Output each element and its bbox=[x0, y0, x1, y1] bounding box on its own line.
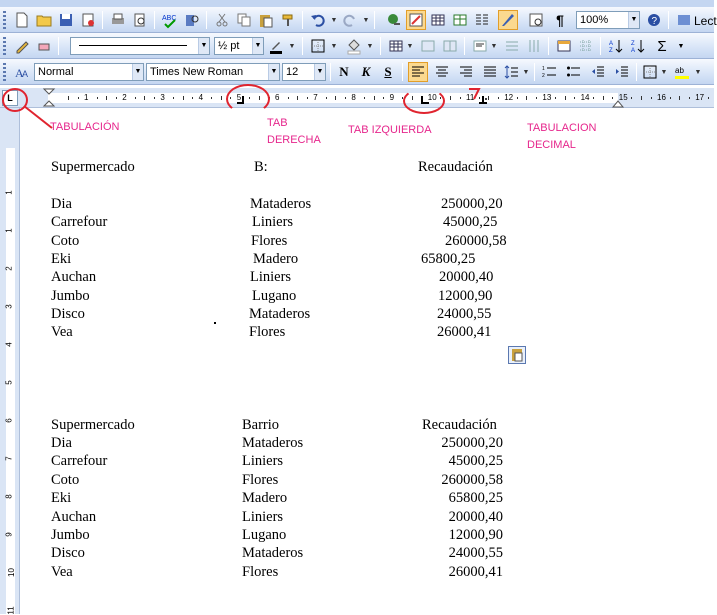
permission-button[interactable] bbox=[78, 10, 98, 30]
ruler-tick bbox=[173, 97, 174, 99]
zoom-combo[interactable] bbox=[576, 11, 640, 29]
annotation-tabulacion: TABULACIÓN bbox=[50, 121, 120, 133]
toolbar-grip[interactable] bbox=[3, 63, 6, 81]
autosum-button[interactable] bbox=[652, 36, 672, 56]
paint-bucket-icon bbox=[346, 38, 362, 54]
split-cells-button[interactable] bbox=[440, 36, 460, 56]
excel-sheet-icon bbox=[452, 12, 468, 28]
ruler-tick bbox=[288, 97, 289, 99]
ruler-tick bbox=[192, 97, 193, 99]
cell-supermercado: Carrefour bbox=[51, 453, 108, 470]
ruler-tick bbox=[526, 96, 527, 100]
highlight-dropdown[interactable]: ▼ bbox=[694, 68, 702, 76]
ruler-tick bbox=[78, 97, 79, 99]
copy-button[interactable] bbox=[234, 10, 254, 30]
cut-button[interactable] bbox=[212, 10, 232, 30]
border-grid-icon bbox=[642, 64, 658, 80]
ruler-number: 13 bbox=[542, 93, 552, 102]
vertical-ruler[interactable] bbox=[0, 108, 20, 614]
align-right-button[interactable] bbox=[456, 62, 476, 82]
style-combo[interactable] bbox=[34, 63, 144, 81]
undo-dropdown[interactable]: ▼ bbox=[330, 16, 338, 24]
vertical-ruler-number: 4 bbox=[4, 342, 14, 347]
spelling-button[interactable] bbox=[160, 10, 180, 30]
draw-table-button[interactable] bbox=[12, 36, 32, 56]
svg-text:A: A bbox=[15, 66, 24, 80]
new-document-button[interactable] bbox=[12, 10, 32, 30]
header-barrio: Barrio bbox=[242, 417, 280, 433]
merge-cells-button[interactable] bbox=[418, 36, 438, 56]
show-gridlines-button[interactable] bbox=[576, 36, 596, 56]
research-icon bbox=[184, 12, 200, 28]
distribute-rows-icon bbox=[504, 38, 520, 54]
show-hide-button[interactable] bbox=[550, 10, 570, 30]
cell-supermercado: Jumbo bbox=[51, 287, 90, 304]
toolbar-options-button[interactable] bbox=[676, 36, 686, 56]
font-size-value: 12 bbox=[286, 66, 299, 78]
cell-supermercado: Jumbo bbox=[51, 527, 90, 543]
undo-button[interactable] bbox=[308, 10, 328, 30]
help-icon bbox=[646, 12, 662, 28]
columns-icon bbox=[474, 12, 490, 28]
insert-excel-button[interactable] bbox=[450, 10, 470, 30]
ruler-number: 10 bbox=[427, 93, 437, 102]
svg-text:ABC: ABC bbox=[162, 15, 177, 22]
svg-text:1: 1 bbox=[542, 66, 545, 72]
border-color-dropdown[interactable]: ▼ bbox=[288, 42, 296, 50]
chevron-down-icon[interactable]: ▼ bbox=[252, 38, 263, 54]
document-page[interactable] bbox=[21, 109, 714, 614]
ruler-number: 6 bbox=[275, 93, 280, 102]
highlight-mark-decimal-tab bbox=[466, 86, 490, 102]
cell-supermercado: Vea bbox=[51, 563, 73, 580]
header-supermercado: Supermercado bbox=[51, 159, 135, 175]
ruler-tick bbox=[651, 97, 652, 99]
ruler-tick bbox=[593, 97, 594, 99]
ruler-tick bbox=[326, 97, 327, 99]
decrease-indent-button[interactable] bbox=[588, 62, 608, 82]
pencil-icon bbox=[14, 38, 30, 54]
vertical-ruler-number: 3 bbox=[4, 304, 14, 309]
cell-barrio: Liniers bbox=[242, 453, 284, 470]
font-combo[interactable] bbox=[146, 63, 280, 81]
align-cell-dropdown[interactable]: ▼ bbox=[490, 42, 498, 50]
vertical-ruler-number: 2 bbox=[4, 266, 14, 271]
numbering-button[interactable] bbox=[540, 62, 560, 82]
toolbar-grip[interactable] bbox=[3, 11, 6, 29]
border-color-button[interactable] bbox=[266, 36, 286, 56]
ruler-tick bbox=[641, 96, 642, 100]
bullets-button[interactable] bbox=[564, 62, 584, 82]
line-spacing-button[interactable] bbox=[502, 62, 522, 82]
border-grid-icon bbox=[310, 38, 326, 54]
cell-barrio: Mataderos bbox=[250, 196, 312, 212]
open-button[interactable] bbox=[34, 10, 54, 30]
chevron-down-icon[interactable]: ▼ bbox=[132, 64, 143, 80]
ruler-tick bbox=[345, 97, 346, 99]
ruler-number: 11 bbox=[466, 93, 475, 102]
cell-barrio: Flores bbox=[242, 563, 279, 580]
numbering-icon bbox=[542, 64, 558, 80]
scissors-icon bbox=[214, 12, 230, 28]
redo-dropdown[interactable]: ▼ bbox=[362, 16, 370, 24]
shading-color-button[interactable] bbox=[344, 36, 364, 56]
gridlines-icon bbox=[578, 38, 594, 54]
align-cell-icon bbox=[472, 38, 488, 54]
vertical-ruler-number: 9 bbox=[4, 532, 14, 537]
cell-supermercado: Coto bbox=[51, 471, 80, 488]
ruler-number: 2 bbox=[122, 93, 127, 102]
ruler-number: 15 bbox=[618, 93, 628, 102]
eraser-icon bbox=[36, 38, 52, 54]
cell-barrio: Lugano bbox=[242, 527, 287, 543]
cell-barrio: Liniers bbox=[242, 508, 284, 525]
table-autoformat-button[interactable] bbox=[554, 36, 574, 56]
ruler-tick bbox=[374, 96, 375, 100]
table-icon bbox=[430, 12, 446, 28]
chevron-down-icon[interactable]: ▼ bbox=[314, 64, 325, 80]
ruler-number: 1 bbox=[84, 93, 89, 102]
cell-supermercado: Eki bbox=[51, 250, 72, 267]
ruler-number: 16 bbox=[657, 93, 666, 102]
annotation-tab-derecha-1: TAB bbox=[267, 117, 288, 129]
align-right-icon bbox=[458, 64, 474, 80]
columns-button[interactable] bbox=[472, 10, 492, 30]
cell-barrio: Mataderos bbox=[249, 305, 311, 322]
ruler-tick bbox=[144, 96, 145, 100]
cell-recaudacion: 20000,40 bbox=[439, 269, 494, 286]
borders-dropdown[interactable]: ▼ bbox=[660, 68, 668, 76]
ruler-tick bbox=[364, 97, 365, 99]
cell-recaudacion: 260000,58 bbox=[441, 471, 503, 488]
ruler-tick bbox=[211, 97, 212, 99]
floppy-icon bbox=[58, 12, 74, 28]
ruler-tick bbox=[574, 97, 575, 99]
ruler-tick bbox=[631, 97, 632, 99]
cell-supermercado: Vea bbox=[51, 324, 73, 341]
justify-icon bbox=[482, 64, 498, 80]
ruler-tick bbox=[106, 96, 107, 100]
stray-dot bbox=[214, 322, 216, 324]
research-button[interactable] bbox=[182, 10, 202, 30]
hyperlink-button[interactable] bbox=[384, 10, 404, 30]
svg-text:A: A bbox=[631, 48, 636, 54]
highlighter-icon bbox=[674, 64, 690, 80]
ruler-tick bbox=[297, 96, 298, 100]
annotation-tab-izquierda: TAB IZQUIERDA bbox=[348, 124, 432, 136]
vertical-ruler-number: 5 bbox=[4, 380, 14, 385]
increase-indent-button[interactable] bbox=[612, 62, 632, 82]
clipboard-icon bbox=[258, 12, 274, 28]
cell-supermercado: Coto bbox=[51, 232, 80, 249]
cell-recaudacion: 250000,20 bbox=[441, 435, 503, 451]
ruler-tick bbox=[135, 97, 136, 99]
ruler-number: 8 bbox=[351, 93, 356, 102]
svg-text:Z: Z bbox=[609, 48, 613, 54]
vertical-ruler-number: 1 bbox=[4, 228, 14, 233]
title-strip bbox=[0, 0, 714, 7]
ruler-tick bbox=[154, 97, 155, 99]
cell-recaudacion: 65800,25 bbox=[421, 250, 476, 267]
cell-supermercado: Dia bbox=[51, 196, 72, 212]
ruler-tick bbox=[307, 97, 308, 99]
cell-barrio: Liniers bbox=[252, 214, 294, 231]
format-painter-button[interactable] bbox=[278, 10, 298, 30]
save-button[interactable] bbox=[56, 10, 76, 30]
paste-options-button[interactable] bbox=[508, 346, 526, 364]
cell-barrio: Flores bbox=[251, 232, 288, 249]
svg-text:?: ? bbox=[651, 16, 658, 27]
print-preview-icon bbox=[132, 12, 148, 28]
spelling-icon bbox=[162, 12, 178, 28]
cell-recaudacion: 45000,25 bbox=[443, 214, 498, 231]
cell-barrio: Lugano bbox=[252, 287, 297, 304]
svg-text:A: A bbox=[609, 41, 614, 47]
vertical-ruler-number: 7 bbox=[4, 456, 14, 461]
align-left-button[interactable] bbox=[408, 62, 428, 82]
ruler-tick bbox=[498, 97, 499, 99]
svg-text:Z: Z bbox=[631, 41, 635, 47]
standard-toolbar bbox=[0, 7, 717, 33]
sort-ascending-button[interactable] bbox=[606, 36, 626, 56]
insert-table-tb-button[interactable] bbox=[386, 36, 406, 56]
undo-icon bbox=[310, 12, 326, 28]
underline-button[interactable]: S bbox=[384, 64, 392, 79]
tables-borders-icon bbox=[408, 12, 424, 28]
table-icon bbox=[388, 38, 404, 54]
header-barrio: B: bbox=[254, 159, 268, 175]
insert-table-dropdown[interactable]: ▼ bbox=[406, 42, 414, 50]
annotation-tab-derecha-2: DERECHA bbox=[267, 134, 321, 146]
ruler-number: 7 bbox=[313, 93, 318, 102]
outside-border-button[interactable] bbox=[308, 36, 328, 56]
print-preview-button[interactable] bbox=[130, 10, 150, 30]
distribute-columns-icon bbox=[526, 38, 542, 54]
cell-recaudacion: 24000,55 bbox=[448, 545, 503, 562]
globe-link-icon bbox=[386, 12, 402, 28]
shading-color-dropdown[interactable]: ▼ bbox=[366, 42, 374, 50]
line-spacing-icon bbox=[504, 64, 520, 80]
chevron-down-icon[interactable]: ▼ bbox=[198, 38, 209, 54]
cell-recaudacion: 12000,90 bbox=[448, 527, 503, 543]
ruler-tick bbox=[565, 96, 566, 100]
ruler-number: 5 bbox=[236, 93, 242, 102]
autoformat-icon bbox=[556, 38, 572, 54]
style-value: Normal bbox=[38, 66, 74, 78]
ruler-tick bbox=[68, 96, 69, 100]
chevron-down-icon[interactable]: ▼ bbox=[268, 64, 279, 80]
chevron-down-icon: ▼ bbox=[677, 42, 685, 50]
sort-descending-button[interactable] bbox=[628, 36, 648, 56]
borders-button[interactable] bbox=[640, 62, 660, 82]
copy-icon bbox=[236, 12, 252, 28]
svg-text:2: 2 bbox=[542, 73, 545, 79]
redo-button[interactable] bbox=[340, 10, 360, 30]
tab-selector-button[interactable]: L bbox=[2, 90, 18, 106]
cell-barrio: Flores bbox=[249, 324, 286, 341]
align-center-button[interactable] bbox=[432, 62, 452, 82]
pilcrow-icon: ¶ bbox=[556, 12, 564, 28]
sigma-icon: Σ bbox=[657, 37, 667, 55]
highlight-button[interactable] bbox=[672, 62, 692, 82]
svg-text:ab: ab bbox=[675, 66, 684, 75]
line-style-sample bbox=[79, 45, 187, 46]
printer-icon bbox=[110, 12, 126, 28]
drawing-icon bbox=[500, 12, 516, 28]
toolbar-grip[interactable] bbox=[3, 37, 6, 55]
ruler-tick bbox=[536, 97, 537, 99]
ruler-tick bbox=[689, 97, 690, 99]
reading-layout-icon-button[interactable] bbox=[674, 10, 694, 30]
distribute-columns-button[interactable] bbox=[524, 36, 544, 56]
ruler-tick bbox=[450, 96, 451, 100]
ruler-number: 14 bbox=[580, 93, 590, 102]
line-weight-combo[interactable] bbox=[214, 37, 264, 55]
ruler-number: 12 bbox=[504, 93, 514, 102]
cell-recaudacion: 26000,41 bbox=[437, 324, 492, 341]
paste-button[interactable] bbox=[256, 10, 276, 30]
line-style-combo[interactable] bbox=[70, 37, 210, 55]
insert-table-button[interactable] bbox=[428, 10, 448, 30]
formatting-toolbar bbox=[0, 59, 714, 85]
cell-barrio: Mataderos bbox=[242, 545, 304, 562]
ruler-number: 17 bbox=[695, 93, 705, 102]
right-indent-marker-icon[interactable] bbox=[612, 100, 624, 108]
cell-supermercado: Auchan bbox=[51, 269, 97, 286]
ruler-tick bbox=[517, 97, 518, 99]
line-weight-value: ½ pt bbox=[218, 40, 240, 52]
cell-supermercado: Disco bbox=[51, 305, 85, 322]
cell-supermercado: Eki bbox=[51, 490, 72, 507]
font-size-combo[interactable] bbox=[282, 63, 326, 81]
annotation-arrow-line bbox=[22, 104, 62, 134]
cell-barrio: Flores bbox=[242, 471, 279, 488]
zoom-value: 100% bbox=[580, 14, 609, 26]
ruler-tick bbox=[183, 96, 184, 100]
permission-icon bbox=[80, 12, 96, 28]
distribute-rows-button[interactable] bbox=[502, 36, 522, 56]
cell-barrio: Madero bbox=[242, 490, 288, 507]
print-button[interactable] bbox=[108, 10, 128, 30]
align-center-icon bbox=[434, 64, 450, 80]
ruler-tick bbox=[335, 96, 336, 100]
cell-barrio: Madero bbox=[253, 250, 299, 267]
drawing-button[interactable] bbox=[498, 10, 518, 30]
cell-recaudacion: 45000,25 bbox=[448, 453, 503, 470]
tables-borders-toolbar bbox=[0, 33, 714, 59]
bold-button[interactable]: N bbox=[339, 64, 349, 79]
header-recaudacion: Recaudación bbox=[422, 417, 497, 433]
vertical-ruler-number: 10 bbox=[6, 568, 16, 577]
ruler-tick bbox=[460, 97, 461, 99]
ruler-tick bbox=[221, 96, 222, 100]
ruler-number: 9 bbox=[389, 93, 395, 102]
cell-barrio: Mataderos bbox=[242, 435, 304, 451]
ruler-number: 3 bbox=[160, 93, 165, 102]
cell-supermercado: Carrefour bbox=[51, 214, 108, 231]
cell-supermercado: Auchan bbox=[51, 508, 97, 525]
svg-text:A: A bbox=[22, 69, 29, 79]
line-spacing-dropdown[interactable]: ▼ bbox=[522, 68, 530, 76]
merge-cells-icon bbox=[420, 38, 436, 54]
cell-supermercado: Dia bbox=[51, 435, 72, 451]
vertical-ruler-number: 8 bbox=[4, 494, 14, 499]
split-cells-icon bbox=[442, 38, 458, 54]
ruler-tick bbox=[603, 96, 604, 100]
cell-recaudacion: 65800,25 bbox=[448, 490, 503, 507]
cell-recaudacion: 260000,58 bbox=[445, 232, 507, 249]
justify-button[interactable] bbox=[480, 62, 500, 82]
highlight-circle-right-tab bbox=[226, 84, 270, 114]
outside-border-dropdown[interactable]: ▼ bbox=[330, 42, 338, 50]
tables-borders-button[interactable] bbox=[406, 10, 426, 30]
document-map-button[interactable] bbox=[526, 10, 546, 30]
vertical-ruler-number: 6 bbox=[4, 418, 14, 423]
vertical-ruler-number: 11 bbox=[6, 606, 16, 615]
decrease-indent-icon bbox=[590, 64, 606, 80]
highlight-circle-left-tab bbox=[403, 88, 445, 114]
chevron-down-icon[interactable]: ▼ bbox=[628, 12, 639, 28]
cell-recaudacion: 26000,41 bbox=[448, 563, 503, 580]
ruler-tick bbox=[612, 97, 613, 99]
vertical-ruler-number: 1 bbox=[4, 190, 14, 195]
align-cell-button[interactable] bbox=[470, 36, 490, 56]
annotation-tab-decimal-2: DECIMAL bbox=[527, 139, 576, 151]
align-left-icon bbox=[410, 64, 426, 80]
sort-ascending-icon bbox=[608, 38, 624, 54]
brush-icon bbox=[280, 12, 296, 28]
cell-barrio: Liniers bbox=[250, 269, 292, 286]
bullets-icon bbox=[566, 64, 582, 80]
ruler-tick bbox=[670, 97, 671, 99]
header-recaudacion: Recaudación bbox=[418, 159, 493, 175]
sort-descending-icon bbox=[630, 38, 646, 54]
font-value: Times New Roman bbox=[150, 66, 244, 78]
document-map-icon bbox=[528, 12, 544, 28]
read-button-label[interactable]: Lect bbox=[694, 14, 717, 28]
book-icon bbox=[676, 12, 692, 28]
annotation-tab-decimal-1: TABULACION bbox=[527, 122, 597, 134]
redo-icon bbox=[342, 12, 358, 28]
eraser-button[interactable] bbox=[34, 36, 54, 56]
folder-icon bbox=[36, 12, 52, 28]
cell-recaudacion: 250000,20 bbox=[441, 196, 503, 212]
cell-recaudacion: 20000,40 bbox=[448, 508, 503, 525]
italic-button[interactable]: K bbox=[361, 64, 371, 79]
new-document-icon bbox=[14, 12, 30, 28]
cell-recaudacion: 24000,55 bbox=[437, 305, 492, 322]
cell-supermercado: Disco bbox=[51, 545, 85, 562]
ruler-tick bbox=[555, 97, 556, 99]
ruler-tick bbox=[708, 97, 709, 99]
ruler-tick bbox=[383, 97, 384, 99]
ruler-tick bbox=[97, 97, 98, 99]
ruler-tick bbox=[116, 97, 117, 99]
clipboard-icon bbox=[509, 347, 525, 363]
ruler-tick bbox=[679, 96, 680, 100]
ruler-number: 4 bbox=[198, 93, 204, 102]
cell-recaudacion: 12000,90 bbox=[438, 287, 493, 304]
increase-indent-icon bbox=[614, 64, 630, 80]
styles-formatting-button[interactable] bbox=[12, 62, 32, 82]
border-color-icon bbox=[268, 38, 284, 54]
styles-icon bbox=[14, 64, 30, 80]
help-button[interactable] bbox=[644, 10, 664, 30]
horizontal-ruler[interactable] bbox=[0, 88, 714, 108]
header-supermercado: Supermercado bbox=[51, 417, 135, 433]
ruler-text-area bbox=[48, 93, 618, 103]
